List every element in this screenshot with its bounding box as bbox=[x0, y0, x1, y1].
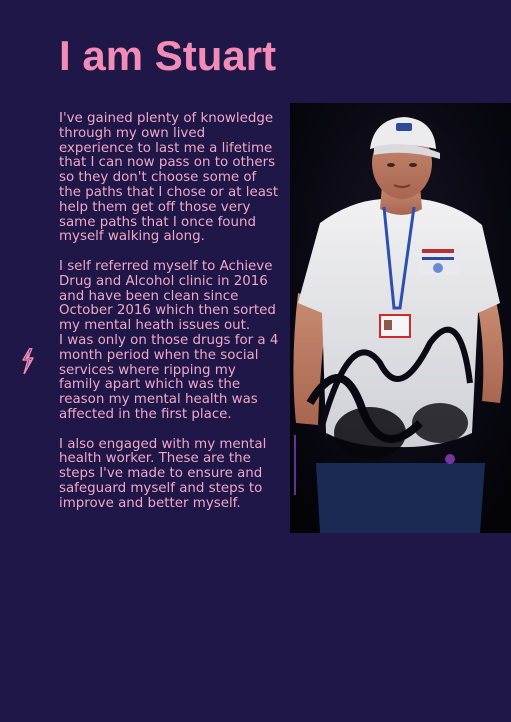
paragraph-clinic: I self referred myself to Achieve Drug and Alcohol clinic in 2016 and have been clean since October 2016 which then sorted my mental heath issues out. bbox=[59, 258, 276, 334]
story-text bbox=[59, 112, 281, 526]
portrait-illustration bbox=[290, 103, 511, 533]
portrait-photo bbox=[290, 103, 511, 533]
paragraph-social-services: I was only on those drugs for a 4 month period when the social services where ripping my family apart which was the reason my mental health was affected in the first place. bbox=[59, 332, 279, 422]
paragraph-mental-health-worker: I also engaged with my mental health worker. These are the steps I've made to ensure and safeguard myself and steps to improve and better myself. bbox=[59, 436, 267, 511]
lightning-bolt-icon bbox=[21, 348, 35, 374]
paragraph-lived-experience: I've gained plenty of knowledge through my own lived experience to last me a lifetime that I can now pass on to others so they don't choose some of the paths that I chose or at least help them get off those very same paths that I once found myself walking along. bbox=[59, 111, 279, 245]
page-title: I am Stuart bbox=[59, 32, 277, 79]
